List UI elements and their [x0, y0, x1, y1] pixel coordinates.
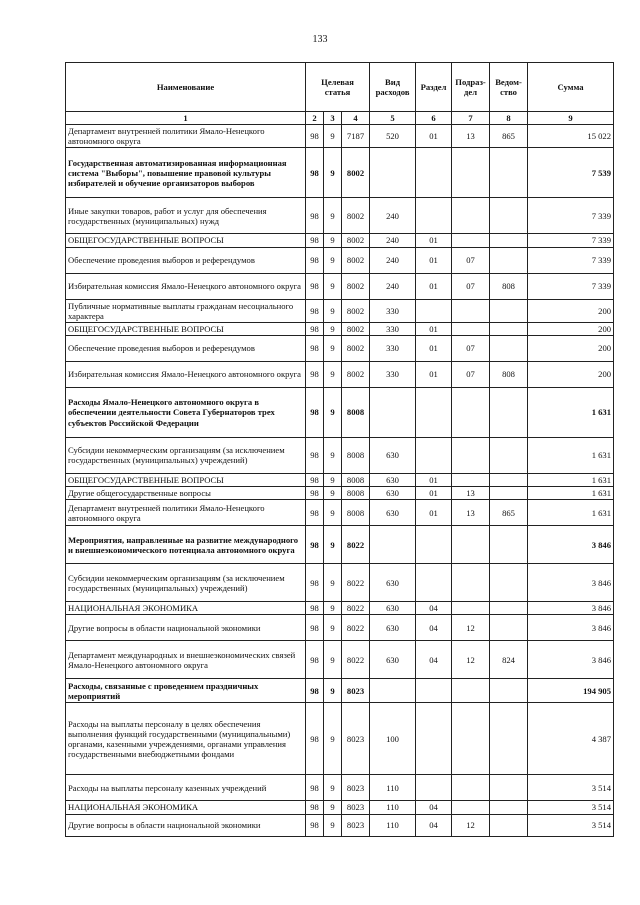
- row-target-code-b: 9: [324, 437, 342, 473]
- row-sum: 200: [528, 361, 614, 387]
- column-number: 4: [342, 112, 370, 125]
- row-expense-type: 630: [370, 602, 416, 615]
- row-target-code-b: 9: [324, 679, 342, 703]
- row-target-code-a: 98: [306, 234, 324, 247]
- row-section: 04: [416, 801, 452, 814]
- row-target-code-a: 98: [306, 299, 324, 322]
- row-sum: 7 339: [528, 273, 614, 299]
- row-name: Департамент внутренней политики Ямало-Ненецкого автономного округа: [66, 125, 306, 148]
- row-target-code-a: 98: [306, 125, 324, 148]
- table-row: [66, 273, 614, 299]
- table-row: [66, 437, 614, 473]
- row-department: [490, 703, 528, 775]
- row-target-code-c: 8002: [342, 198, 370, 234]
- row-expense-type: [370, 526, 416, 564]
- row-section: 04: [416, 602, 452, 615]
- row-subsection: [452, 679, 490, 703]
- row-subsection: 12: [452, 641, 490, 679]
- row-section: 01: [416, 500, 452, 526]
- row-target-code-a: 98: [306, 335, 324, 361]
- row-department: [490, 801, 528, 814]
- row-department: [490, 775, 528, 801]
- row-name: Расходы на выплаты персоналу казенных учреждений: [66, 775, 306, 801]
- row-section: [416, 775, 452, 801]
- row-subsection: [452, 526, 490, 564]
- row-name: Обеспечение проведения выборов и референдумов: [66, 335, 306, 361]
- row-target-code-a: 98: [306, 775, 324, 801]
- row-sum: 3 514: [528, 775, 614, 801]
- row-target-code-c: 7187: [342, 125, 370, 148]
- row-target-code-a: 98: [306, 801, 324, 814]
- row-expense-type: 100: [370, 703, 416, 775]
- row-expense-type: [370, 148, 416, 198]
- row-expense-type: 240: [370, 247, 416, 273]
- table-row: [66, 801, 614, 814]
- table-row: [66, 602, 614, 615]
- row-section: 01: [416, 487, 452, 500]
- row-target-code-b: 9: [324, 198, 342, 234]
- row-subsection: 12: [452, 615, 490, 641]
- row-target-code-b: 9: [324, 814, 342, 836]
- row-target-code-c: 8022: [342, 602, 370, 615]
- row-target-code-b: 9: [324, 641, 342, 679]
- row-target-code-b: 9: [324, 500, 342, 526]
- row-department: [490, 602, 528, 615]
- row-section: 01: [416, 322, 452, 335]
- row-department: 808: [490, 273, 528, 299]
- row-target-code-a: 98: [306, 148, 324, 198]
- table-row: [66, 775, 614, 801]
- row-section: 01: [416, 335, 452, 361]
- header-subsection: Подраз-дел: [452, 63, 490, 112]
- row-sum: 1 631: [528, 500, 614, 526]
- row-sum: 1 631: [528, 387, 614, 437]
- row-name: Расходы, связанные с проведением праздничных мероприятий: [66, 679, 306, 703]
- row-subsection: [452, 473, 490, 486]
- row-section: 01: [416, 273, 452, 299]
- row-target-code-a: 98: [306, 487, 324, 500]
- header-name: Наименование: [66, 63, 306, 112]
- row-department: [490, 247, 528, 273]
- row-subsection: 07: [452, 247, 490, 273]
- row-target-code-c: 8002: [342, 335, 370, 361]
- row-target-code-b: 9: [324, 602, 342, 615]
- row-department: [490, 473, 528, 486]
- row-name: Другие вопросы в области национальной экономики: [66, 615, 306, 641]
- row-department: [490, 335, 528, 361]
- column-number: 8: [490, 112, 528, 125]
- row-target-code-c: 8008: [342, 500, 370, 526]
- row-department: 865: [490, 500, 528, 526]
- row-expense-type: 240: [370, 234, 416, 247]
- table-row: [66, 335, 614, 361]
- row-sum: 7 539: [528, 148, 614, 198]
- row-sum: 7 339: [528, 198, 614, 234]
- row-department: 865: [490, 125, 528, 148]
- page-number: 133: [312, 34, 328, 45]
- header-section: Раздел: [416, 63, 452, 112]
- row-target-code-a: 98: [306, 615, 324, 641]
- row-subsection: [452, 437, 490, 473]
- table-row: [66, 234, 614, 247]
- row-target-code-a: 98: [306, 361, 324, 387]
- row-expense-type: 330: [370, 335, 416, 361]
- row-section: [416, 679, 452, 703]
- row-sum: 7 339: [528, 234, 614, 247]
- row-name: Субсидии некоммерческим организациям (за исключением государственных (муниципальных) учреждений): [66, 564, 306, 602]
- table-row: [66, 641, 614, 679]
- row-target-code-b: 9: [324, 703, 342, 775]
- row-expense-type: 330: [370, 361, 416, 387]
- row-department: [490, 564, 528, 602]
- row-target-code-c: 8023: [342, 775, 370, 801]
- row-target-code-b: 9: [324, 615, 342, 641]
- row-subsection: [452, 602, 490, 615]
- row-target-code-c: 8022: [342, 641, 370, 679]
- row-subsection: [452, 387, 490, 437]
- row-section: 04: [416, 814, 452, 836]
- table-row: [66, 500, 614, 526]
- row-department: 808: [490, 361, 528, 387]
- row-name: Другие общегосударственные вопросы: [66, 487, 306, 500]
- row-target-code-b: 9: [324, 335, 342, 361]
- row-department: 824: [490, 641, 528, 679]
- row-section: 04: [416, 641, 452, 679]
- row-target-code-c: 8002: [342, 234, 370, 247]
- row-name: Мероприятия, направленные на развитие международного и внешнеэкономического потенциала автономного округа: [66, 526, 306, 564]
- row-sum: 1 631: [528, 437, 614, 473]
- row-subsection: 07: [452, 335, 490, 361]
- row-department: [490, 387, 528, 437]
- row-sum: 3 514: [528, 814, 614, 836]
- row-sum: 3 846: [528, 564, 614, 602]
- row-target-code-b: 9: [324, 387, 342, 437]
- row-name: Департамент международных и внешнеэкономических связей Ямало-Ненецкого автономного округа: [66, 641, 306, 679]
- column-number: 6: [416, 112, 452, 125]
- row-section: [416, 198, 452, 234]
- row-subsection: [452, 234, 490, 247]
- table-row: [66, 814, 614, 836]
- row-section: 01: [416, 473, 452, 486]
- row-target-code-c: 8002: [342, 148, 370, 198]
- column-number: 2: [306, 112, 324, 125]
- row-name: НАЦИОНАЛЬНАЯ ЭКОНОМИКА: [66, 602, 306, 615]
- column-number: 7: [452, 112, 490, 125]
- row-sum: 194 905: [528, 679, 614, 703]
- row-target-code-b: 9: [324, 273, 342, 299]
- row-name: ОБЩЕГОСУДАРСТВЕННЫЕ ВОПРОСЫ: [66, 234, 306, 247]
- row-name: Обеспечение проведения выборов и референдумов: [66, 247, 306, 273]
- column-number: 5: [370, 112, 416, 125]
- row-sum: 7 339: [528, 247, 614, 273]
- row-expense-type: 630: [370, 487, 416, 500]
- row-target-code-c: 8002: [342, 247, 370, 273]
- row-department: [490, 322, 528, 335]
- row-subsection: 13: [452, 125, 490, 148]
- row-expense-type: 240: [370, 273, 416, 299]
- column-number: 1: [66, 112, 306, 125]
- row-name: ОБЩЕГОСУДАРСТВЕННЫЕ ВОПРОСЫ: [66, 322, 306, 335]
- row-section: 01: [416, 234, 452, 247]
- row-expense-type: 110: [370, 775, 416, 801]
- row-target-code-b: 9: [324, 148, 342, 198]
- row-target-code-c: 8023: [342, 814, 370, 836]
- row-expense-type: 630: [370, 437, 416, 473]
- row-target-code-c: 8008: [342, 387, 370, 437]
- row-department: [490, 198, 528, 234]
- row-sum: 3 846: [528, 615, 614, 641]
- row-department: [490, 814, 528, 836]
- row-target-code-c: 8023: [342, 703, 370, 775]
- row-section: 01: [416, 125, 452, 148]
- table-row: [66, 487, 614, 500]
- table-row: [66, 473, 614, 486]
- row-target-code-b: 9: [324, 234, 342, 247]
- row-expense-type: 630: [370, 564, 416, 602]
- row-department: [490, 679, 528, 703]
- row-expense-type: [370, 679, 416, 703]
- row-target-code-a: 98: [306, 703, 324, 775]
- row-sum: 3 846: [528, 526, 614, 564]
- row-section: [416, 526, 452, 564]
- row-sum: 1 631: [528, 487, 614, 500]
- row-subsection: 07: [452, 273, 490, 299]
- table-row: [66, 615, 614, 641]
- row-department: [490, 487, 528, 500]
- header-sum: Сумма: [528, 63, 614, 112]
- row-name: Государственная автоматизированная информационная система "Выборы", повышение правовой культуры избирателей и обучение организаторов выборов: [66, 148, 306, 198]
- row-target-code-c: 8008: [342, 473, 370, 486]
- row-sum: 3 846: [528, 602, 614, 615]
- row-sum: 1 631: [528, 473, 614, 486]
- row-target-code-c: 8002: [342, 273, 370, 299]
- row-expense-type: [370, 387, 416, 437]
- table-row: [66, 526, 614, 564]
- row-target-code-c: 8002: [342, 299, 370, 322]
- row-target-code-b: 9: [324, 801, 342, 814]
- row-expense-type: 630: [370, 473, 416, 486]
- row-target-code-a: 98: [306, 526, 324, 564]
- row-department: [490, 299, 528, 322]
- table-row: [66, 564, 614, 602]
- row-target-code-c: 8008: [342, 487, 370, 500]
- row-subsection: [452, 322, 490, 335]
- table-row: [66, 703, 614, 775]
- row-department: [490, 234, 528, 247]
- row-target-code-a: 98: [306, 814, 324, 836]
- row-subsection: [452, 198, 490, 234]
- row-target-code-a: 98: [306, 473, 324, 486]
- row-department: [490, 148, 528, 198]
- row-name: Расходы Ямало-Ненецкого автономного округа в обеспечении деятельности Совета Губернаторов трех субъектов Российской Федерации: [66, 387, 306, 437]
- row-subsection: [452, 299, 490, 322]
- row-target-code-b: 9: [324, 125, 342, 148]
- table-row: [66, 299, 614, 322]
- row-sum: 4 387: [528, 703, 614, 775]
- row-section: 01: [416, 361, 452, 387]
- row-target-code-b: 9: [324, 775, 342, 801]
- row-department: [490, 526, 528, 564]
- row-section: [416, 564, 452, 602]
- row-section: [416, 703, 452, 775]
- row-subsection: [452, 148, 490, 198]
- header-target-article: Целевая статья: [306, 63, 370, 112]
- row-expense-type: 630: [370, 641, 416, 679]
- row-target-code-a: 98: [306, 198, 324, 234]
- row-target-code-c: 8002: [342, 361, 370, 387]
- row-expense-type: 240: [370, 198, 416, 234]
- row-sum: 200: [528, 299, 614, 322]
- row-section: [416, 387, 452, 437]
- row-expense-type: 520: [370, 125, 416, 148]
- row-expense-type: 330: [370, 322, 416, 335]
- row-sum: 200: [528, 322, 614, 335]
- row-name: Избирательная комиссия Ямало-Ненецкого автономного округа: [66, 361, 306, 387]
- row-subsection: [452, 801, 490, 814]
- row-name: Иные закупки товаров, работ и услуг для обеспечения государственных (муниципальных) нужд: [66, 198, 306, 234]
- row-expense-type: 630: [370, 615, 416, 641]
- row-target-code-a: 98: [306, 437, 324, 473]
- row-sum: 3 514: [528, 801, 614, 814]
- row-department: [490, 615, 528, 641]
- row-target-code-c: 8008: [342, 437, 370, 473]
- row-name: НАЦИОНАЛЬНАЯ ЭКОНОМИКА: [66, 801, 306, 814]
- table-row: [66, 361, 614, 387]
- table-row: [66, 198, 614, 234]
- table-row: [66, 387, 614, 437]
- row-section: 01: [416, 247, 452, 273]
- row-target-code-c: 8023: [342, 679, 370, 703]
- row-target-code-a: 98: [306, 247, 324, 273]
- row-name: ОБЩЕГОСУДАРСТВЕННЫЕ ВОПРОСЫ: [66, 473, 306, 486]
- row-section: [416, 437, 452, 473]
- row-target-code-b: 9: [324, 299, 342, 322]
- row-target-code-a: 98: [306, 322, 324, 335]
- header-department: Ведом-ство: [490, 63, 528, 112]
- table-row: [66, 322, 614, 335]
- row-name: Расходы на выплаты персоналу в целях обеспечения выполнения функций государственными (муниципальными) органами, казенными учреждениями, органами управления государственными внебюджетными фондами: [66, 703, 306, 775]
- table-row: [66, 125, 614, 148]
- row-subsection: [452, 564, 490, 602]
- row-sum: 3 846: [528, 641, 614, 679]
- row-name: Публичные нормативные выплаты гражданам несоциального характера: [66, 299, 306, 322]
- row-target-code-a: 98: [306, 387, 324, 437]
- row-target-code-a: 98: [306, 273, 324, 299]
- row-sum: 200: [528, 335, 614, 361]
- row-expense-type: 110: [370, 801, 416, 814]
- row-section: 04: [416, 615, 452, 641]
- column-number: 9: [528, 112, 614, 125]
- row-department: [490, 437, 528, 473]
- row-name: Субсидии некоммерческим организациям (за исключением государственных (муниципальных) учреждений): [66, 437, 306, 473]
- row-expense-type: 330: [370, 299, 416, 322]
- row-target-code-c: 8002: [342, 322, 370, 335]
- row-target-code-c: 8022: [342, 615, 370, 641]
- row-target-code-a: 98: [306, 679, 324, 703]
- row-target-code-b: 9: [324, 526, 342, 564]
- row-target-code-c: 8022: [342, 564, 370, 602]
- row-target-code-b: 9: [324, 564, 342, 602]
- row-subsection: 13: [452, 487, 490, 500]
- table-row: [66, 679, 614, 703]
- row-target-code-c: 8023: [342, 801, 370, 814]
- row-section: [416, 299, 452, 322]
- row-section: [416, 148, 452, 198]
- row-name: Другие вопросы в области национальной экономики: [66, 814, 306, 836]
- table-row: [66, 148, 614, 198]
- row-name: Избирательная комиссия Ямало-Ненецкого автономного округа: [66, 273, 306, 299]
- row-target-code-c: 8022: [342, 526, 370, 564]
- column-number: 3: [324, 112, 342, 125]
- row-subsection: [452, 703, 490, 775]
- row-sum: 15 022: [528, 125, 614, 148]
- row-subsection: [452, 775, 490, 801]
- row-target-code-b: 9: [324, 361, 342, 387]
- row-target-code-a: 98: [306, 564, 324, 602]
- row-target-code-a: 98: [306, 500, 324, 526]
- row-target-code-b: 9: [324, 247, 342, 273]
- row-subsection: 07: [452, 361, 490, 387]
- row-name: Департамент внутренней политики Ямало-Ненецкого автономного округа: [66, 500, 306, 526]
- column-number-row: [66, 112, 614, 125]
- budget-table: [65, 62, 614, 837]
- row-target-code-b: 9: [324, 322, 342, 335]
- row-target-code-a: 98: [306, 602, 324, 615]
- row-expense-type: 630: [370, 500, 416, 526]
- row-subsection: 13: [452, 500, 490, 526]
- table-row: [66, 247, 614, 273]
- header-expense-type: Вид расходов: [370, 63, 416, 112]
- row-target-code-a: 98: [306, 641, 324, 679]
- row-target-code-b: 9: [324, 487, 342, 500]
- row-target-code-b: 9: [324, 473, 342, 486]
- row-expense-type: 110: [370, 814, 416, 836]
- row-subsection: 12: [452, 814, 490, 836]
